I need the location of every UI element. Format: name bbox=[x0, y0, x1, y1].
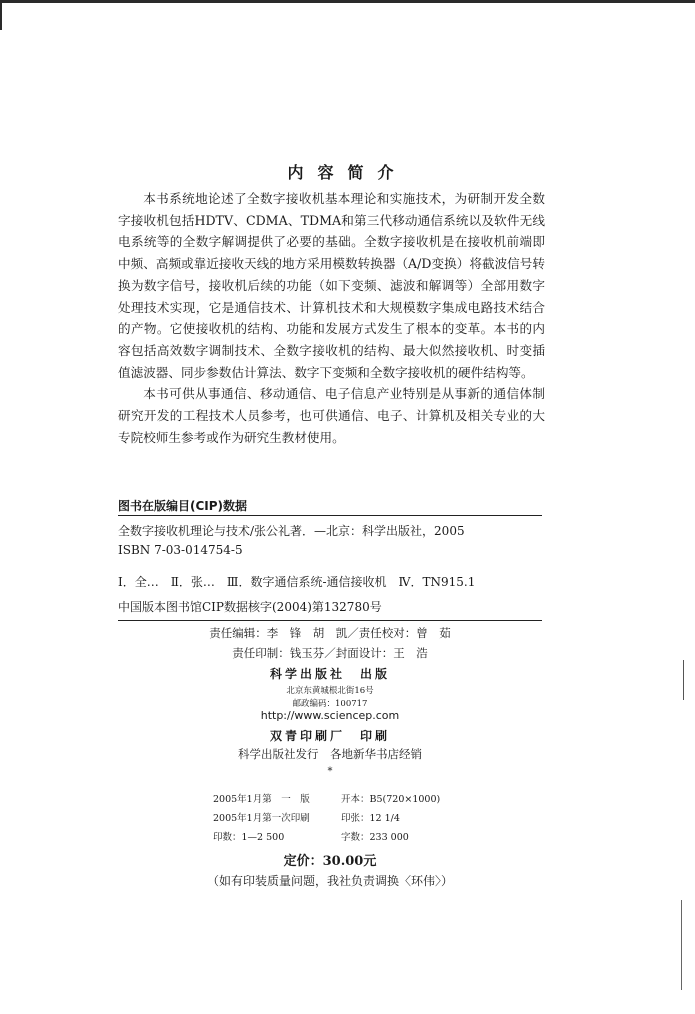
price: 定价：30.00元 bbox=[283, 854, 377, 869]
spec-left: 印数：1—2 500 bbox=[213, 831, 285, 843]
distribution-line: 科学出版社发行 各地新华书店经销 bbox=[238, 747, 422, 761]
spec-right: 开本：B5(720×1000) bbox=[341, 793, 441, 805]
spec-right: 印张：12 1/4 bbox=[341, 812, 400, 824]
cip-isbn: ISBN 7-03-014754-5 bbox=[118, 543, 243, 557]
postcode: 邮政编码：100717 bbox=[292, 699, 368, 709]
separator: * bbox=[327, 766, 333, 777]
cip-entry: 全数字接收机理论与技术/张公礼著．—北京：科学出版社，2005 bbox=[118, 524, 465, 538]
scan-edge-top bbox=[0, 0, 695, 3]
cip-heading: 图书在版编目(CIP)数据 bbox=[118, 499, 248, 513]
printing-line: 责任印制：钱玉芬／封面设计：王 浩 bbox=[232, 646, 428, 660]
spec-row bbox=[213, 807, 440, 826]
scan-mark bbox=[683, 660, 684, 700]
spec-row bbox=[213, 788, 440, 807]
publisher-line: 科学出版社 出版 bbox=[269, 667, 390, 681]
scan-edge-left bbox=[0, 0, 2, 30]
spec-right: 字数：233 000 bbox=[341, 831, 409, 843]
editors-line: 责任编辑：李 锋 胡 凯／责任校对：曾 茹 bbox=[209, 626, 451, 640]
cip-classification: Ⅰ．全… Ⅱ．张… Ⅲ．数字通信系统-通信接收机 Ⅳ．TN915.1 bbox=[118, 575, 476, 589]
quality-note: （如有印装质量问题，我社负责调换〈环伟〉） bbox=[206, 874, 453, 888]
edition-specs bbox=[213, 788, 440, 845]
divider bbox=[118, 620, 542, 621]
intro-body bbox=[118, 188, 545, 448]
publisher-address: 北京东黄城根北街16号 bbox=[286, 686, 374, 696]
divider bbox=[118, 515, 542, 516]
intro-paragraph-1: 本书系统地论述了全数字接收机基本理论和实施技术，为研制开发全数字接收机包括HDTV、CDMA、TDMA和第三代移动通信系统以及软件无线电系统等的全数字解调提供了必要的基础。全数字接收机是在接收机前端即中频、高频或靠近接收天线的地方采用模数转换器（A/D变换）将截波信号转换为数字信号，接收机后续的功能（如下变频、滤波和解调等）全部用数字处理技术实现，它是通信技术、计算机技术和大规模数字集成电路技术结合的产物。它使接收机的结构、功能和发展方式发生了根本的变革。本书的内容包括高效数字调制技术、全数字接收机的结构、最大似然接收机、时变插值滤波器、同步参数估计算法、数字下变频和全数字接收机的硬件结构等。 bbox=[118, 191, 545, 380]
spec-left: 2005年1月第 一 版 bbox=[213, 793, 310, 805]
intro-title: 内容简介 bbox=[287, 163, 408, 182]
website-url: http://www.sciencep.com bbox=[260, 709, 400, 722]
spec-left: 2005年1月第一次印刷 bbox=[213, 812, 310, 824]
scan-mark bbox=[681, 900, 682, 990]
intro-paragraph-2: 本书可供从事通信、移动通信、电子信息产业特别是从事新的通信体制研究开发的工程技术人员参考，也可供通信、电子、计算机及相关专业的大专院校师生参考或作为研究生教材使用。 bbox=[118, 386, 545, 445]
spec-row bbox=[213, 826, 440, 845]
cip-record: 中国版本图书馆CIP数据核字(2004)第132780号 bbox=[118, 600, 382, 614]
printer-line: 双青印刷厂 印刷 bbox=[269, 729, 390, 743]
